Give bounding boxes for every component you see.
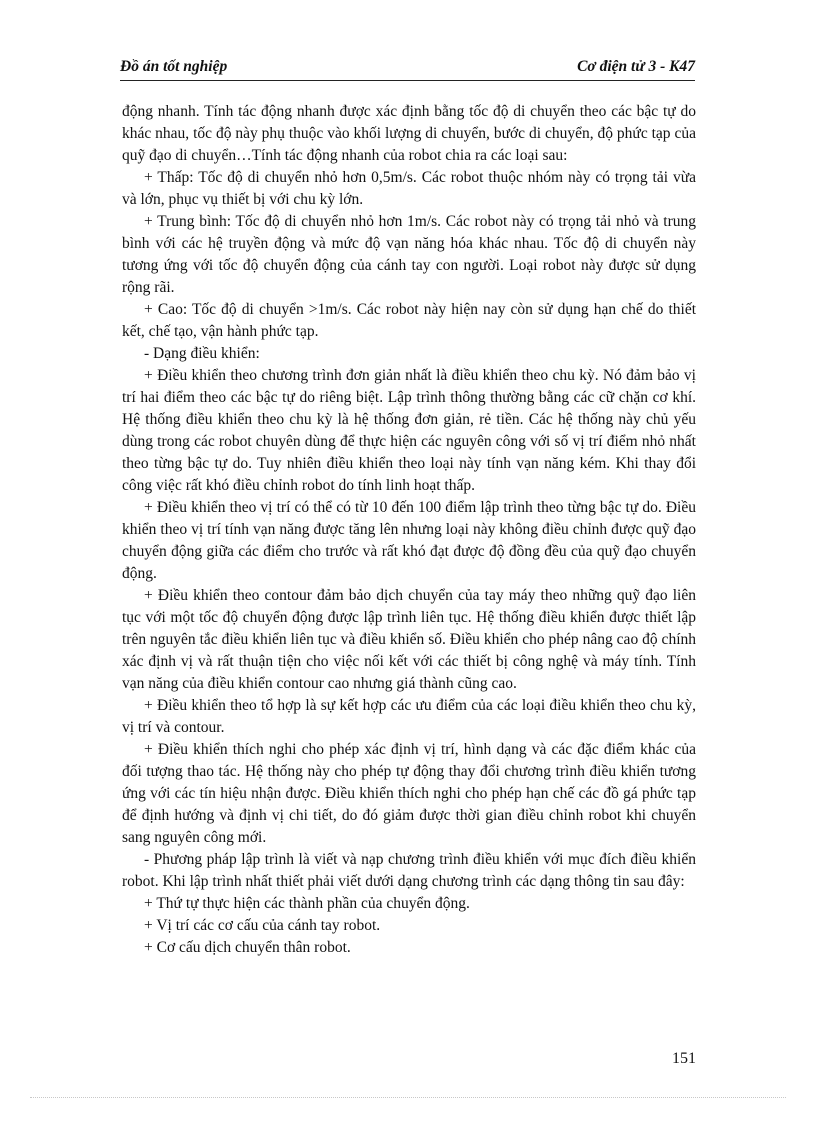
paragraph: + Thấp: Tốc độ di chuyển nhỏ hơn 0,5m/s. Các robot thuộc nhóm này có trọng tải vừa và lớn, phục vụ thiết bị với chu kỳ lớn. — [122, 169, 696, 208]
paragraph: + Điều khiển theo tổ hợp là sự kết hợp các ưu điểm của các loại điều khiển theo chu kỳ, vị trí và contour. — [122, 697, 696, 736]
paragraph: + Vị trí các cơ cấu của cánh tay robot. — [144, 917, 381, 934]
header-divider — [120, 80, 695, 81]
header-document-title: Đồ án tốt nghiệp — [120, 58, 228, 75]
paragraph: - Phương pháp lập trình là viết và nạp chương trình điều khiển với mục đích điều khiển robot. Khi lập trình nhất thiết phải viết dưới dạng chương trình các dạng thông tin sau đây: — [122, 851, 696, 890]
paragraph: + Cơ cấu dịch chuyển thân robot. — [144, 939, 351, 956]
paragraph: - Dạng điều khiển: — [144, 345, 260, 362]
paragraph: động nhanh. Tính tác động nhanh được xác định bằng tốc độ di chuyển theo các bậc tự do khác nhau, tốc độ này phụ thuộc vào khối lượng di chuyển, bước di chuyển, độ phức tạp của quỹ đạo di chuyển…Tính tác động nhanh của robot chia ra các loại sau: — [122, 103, 696, 164]
paragraph: + Điều khiển thích nghi cho phép xác định vị trí, hình dạng và các đặc điểm khác của đối tượng thao tác. Hệ thống này cho phép tự động thay đổi chương trình điều khiển tương ứng với các tín hiệu nhận được. Điều khiển thích nghi cho phép hạn chế các đồ gá phức tạp để định hướng và định vị chi tiết, do đó giảm được thời gian điều chỉnh robot khi chuyển sang nguyên công mới. — [122, 741, 696, 846]
paragraph: + Điều khiển theo contour đảm bảo dịch chuyển của tay máy theo những quỹ đạo liên tục với một tốc độ chuyển động được lập trình liên tục. Hệ thống điều khiển được thiết lập trên nguyên tắc điều khiển liên tục và điều khiển số. Điều khiển cho phép nâng cao độ chính xác định vị và rất thuận tiện cho việc nối kết với các thiết bị công nghệ và máy tính. Tính vạn năng của điều khiển contour cao nhưng giá thành cũng cao. — [122, 587, 696, 692]
paragraph: + Điều khiển theo vị trí có thể có từ 10 đến 100 điểm lập trình theo từng bậc tự do. Điều khiển theo vị trí tính vạn năng được tăng lên nhưng loại này không điều chỉnh được quỹ đạo chuyển động giữa các điểm cho trước và rất khó đạt được độ đồng đều của quỹ đạo chuyển động. — [122, 499, 696, 582]
paragraph: + Điều khiển theo chương trình đơn giản nhất là điều khiển theo chu kỳ. Nó đảm bảo vị trí hai điểm theo các bậc tự do riêng biệt. Lập trình thông thường bằng các cữ chặn cơ khí. Hệ thống điều khiển theo chu kỳ là hệ thống đơn giản, rẻ tiền. Các hệ thống này chủ yếu dùng trong các robot chuyên dùng để thực hiện các nguyên công với số vị trí điểm nhỏ nhất theo từng bậc tự do. Tuy nhiên điều khiển theo loại này tính vạn năng kém. Khi thay đổi công việc rất khó điều chỉnh robot do tính linh hoạt thấp. — [122, 367, 696, 494]
page-header — [120, 50, 695, 79]
body-text — [122, 101, 696, 959]
paragraph: + Thứ tự thực hiện các thành phần của chuyển động. — [144, 895, 470, 912]
page-number: 151 — [672, 1050, 696, 1067]
header-course-label: Cơ điện tử 3 - K47 — [577, 58, 695, 75]
page-bottom-border — [30, 1097, 786, 1098]
paragraph: + Cao: Tốc độ di chuyển >1m/s. Các robot này hiện nay còn sử dụng hạn chế do thiết kết, chế tạo, vận hành phức tạp. — [122, 301, 696, 340]
paragraph: + Trung bình: Tốc độ di chuyển nhỏ hơn 1m/s. Các robot này có trọng tải nhỏ và trung bình với các hệ truyền động và mức độ vạn năng hóa khác nhau. Tốc độ di chuyển này tương ứng với tốc độ chuyển động của cánh tay con người. Loại robot này được sử dụng rộng rãi. — [122, 213, 696, 296]
